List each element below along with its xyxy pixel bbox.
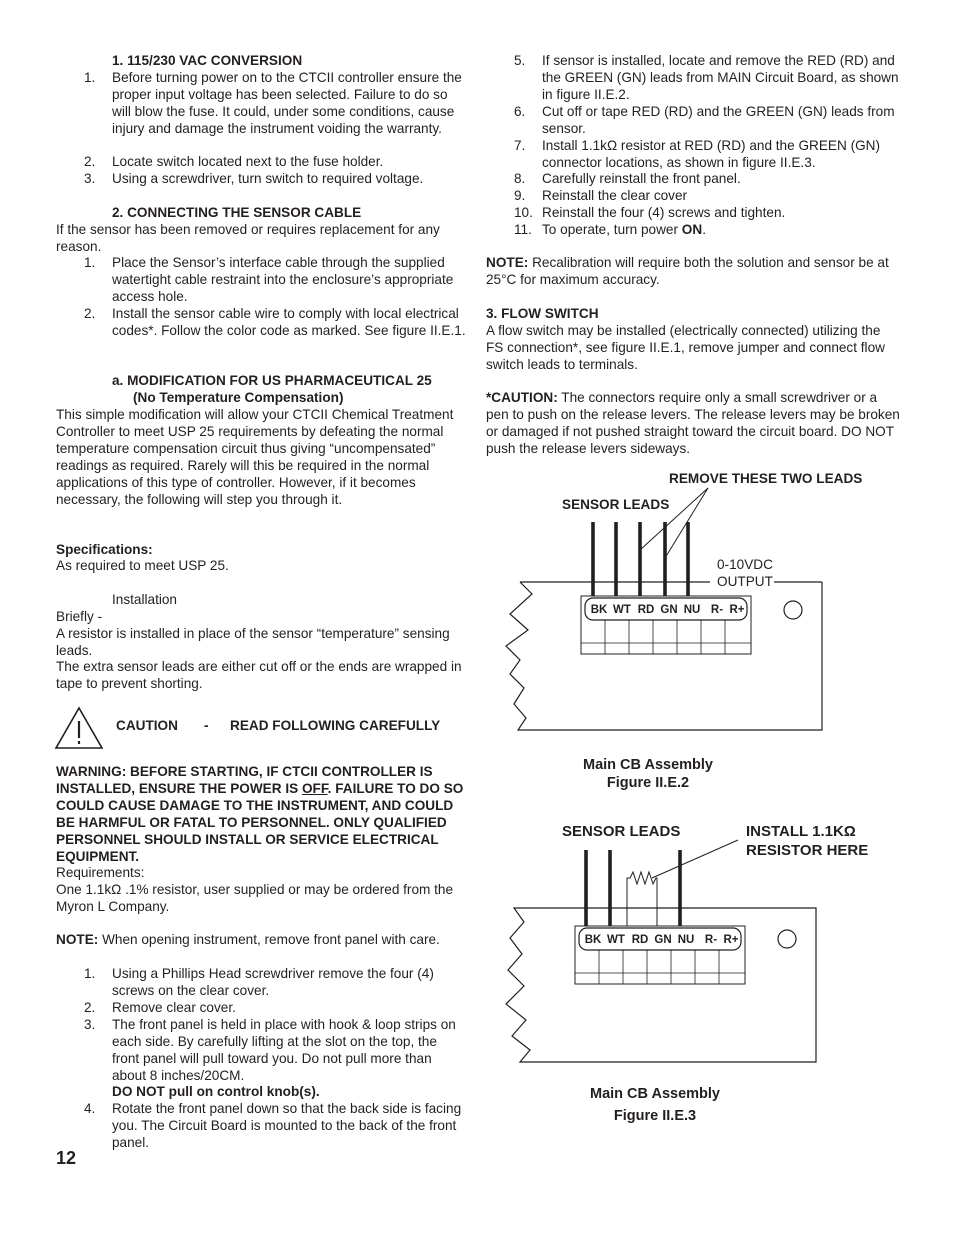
terminal-label: BK <box>590 604 608 616</box>
list-number: 8. <box>514 171 526 186</box>
section-a-paragraph: This simple modification will allow your CTCII Chemical Treatment Controller to meet USP 25 requirements by defeating the normal temperature compensation circuit thus giving “uncompensated” readings as required. Rarely will this be required in the normal applications of this type of controller. However, if it becomes necessary, the following will step you through it. <box>56 407 454 507</box>
warning-off: OFF <box>301 780 328 796</box>
terminal-label: WT <box>613 604 631 616</box>
install-resistor-label-1: INSTALL 1.1KΩ <box>746 823 856 840</box>
circuit-board-outline <box>506 908 816 1062</box>
section-2-title: 2. CONNECTING THE SENSOR CABLE <box>112 205 362 220</box>
figure-caption-title: Main CB Assembly <box>590 1086 720 1102</box>
list-text: Using a screwdriver, turn switch to required voltage. <box>112 171 424 186</box>
installation-label: Installation <box>112 592 177 607</box>
terminal-block <box>581 596 751 654</box>
flow-switch-title: 3. FLOW SWITCH <box>486 306 599 321</box>
figure-ii-e-3 <box>480 810 900 1130</box>
page-number: 12 <box>56 1148 77 1168</box>
specifications-text: As required to meet USP 25. <box>56 558 229 573</box>
terminal-label: GN <box>654 934 672 946</box>
list-text: Reinstall the four (4) screws and tighten. <box>542 205 786 220</box>
brief-text-1: A resistor is installed in place of the sensor “temperature” sensing leads. <box>56 626 450 658</box>
terminal-label: RD <box>631 934 649 946</box>
brief-text-2: The extra sensor leads are either cut off or the ends are wrapped in tape to prevent shorting. <box>56 659 462 691</box>
install-resistor-label-2: RESISTOR HERE <box>746 842 869 859</box>
terminal-label: R- <box>704 934 718 946</box>
section-2-intro: If the sensor has been removed or requires replacement for any reason. <box>56 222 440 254</box>
terminal-label: R+ <box>723 934 739 946</box>
list-text: Place the Sensor’s interface cable through the supplied watertight cable restraint into the enclosure’s appropriate access hole. <box>112 255 454 304</box>
list-text: Reinstall the clear cover <box>542 188 688 203</box>
requirements-text: One 1.1kΩ .1% resistor, user supplied or may be ordered from the Myron L Company. <box>56 882 454 914</box>
list-text: The front panel is held in place with hook & loop strips on each side. By carefully lifting at the slot on the top, the front panel will pull toward you. Do not pull more than about 8 inches/20CM. <box>112 1017 456 1083</box>
list-number: 5. <box>514 53 526 68</box>
list-number: 3. <box>84 171 96 186</box>
terminal-label: RD <box>637 604 655 616</box>
sensor-leads <box>586 850 680 926</box>
caution-label: CAUTION <box>116 718 178 733</box>
output-label-1: 0-10VDC <box>717 557 773 572</box>
caution-text: READ FOLLOWING CAREFULLY <box>230 718 441 733</box>
terminal-label: R+ <box>729 604 745 616</box>
list-number: 11. <box>514 222 532 237</box>
list-number: 1. <box>84 70 96 85</box>
list-number: 10. <box>514 205 533 220</box>
flow-switch-text: A flow switch may be installed (electrically connected) utilizing the FS connection*, see figure II.E.1, remove jumper and connect flow switch leads to terminals. <box>486 323 885 372</box>
terminal-label: NU <box>683 604 701 616</box>
list-text: Before turning power on to the CTCII controller ensure the proper input voltage has been selected. Failure to do so will blow the fuse. It could, under some conditions, cause injury and damage the instrument voiding the warranty. <box>112 70 462 136</box>
list-text: Locate switch located next to the fuse holder. <box>112 154 384 169</box>
terminal-label: WT <box>607 934 625 946</box>
mounting-hole-icon <box>784 601 802 619</box>
section-1-title: 1. 115/230 VAC CONVERSION <box>112 53 303 68</box>
list-text: Install 1.1kΩ resistor at RED (RD) and the GREEN (GN) connector locations, as shown in figure II.E.3. <box>542 138 881 170</box>
mounting-hole-icon <box>778 930 796 948</box>
list-text: Using a Phillips Head screwdriver remove the four (4) screws on the clear cover. <box>112 966 434 998</box>
list-number: 7. <box>514 138 526 153</box>
figure-caption-number: Figure II.E.3 <box>613 1108 697 1124</box>
list-number: 6. <box>514 104 526 119</box>
list-number: 3. <box>84 1017 96 1032</box>
sensor-leads <box>593 522 688 596</box>
briefly-label: Briefly - <box>56 609 103 624</box>
list-text: Remove clear cover. <box>112 1000 236 1015</box>
warning-triangle-icon <box>54 706 104 750</box>
sensor-leads-label: SENSOR LEADS <box>562 823 681 840</box>
note-paragraph: NOTE: When opening instrument, remove front panel with care. <box>56 932 440 947</box>
sensor-leads-label: SENSOR LEADS <box>562 497 670 512</box>
list-number: 4. <box>84 1101 96 1116</box>
list-text: Install the sensor cable wire to comply with local electrical codes*. Follow the color code as marked. See figure II.E.1. <box>112 306 466 338</box>
remove-leads-label: REMOVE THESE TWO LEADS <box>669 471 863 486</box>
list-number: 2. <box>84 306 96 321</box>
specifications-label: Specifications: <box>56 542 153 557</box>
step-3-warning: DO NOT pull on control knob(s). <box>112 1084 320 1099</box>
terminal-label: BK <box>584 934 602 946</box>
list-text: Rotate the front panel down so that the back side is facing you. The Circuit Board is mounted to the back of the front panel. <box>112 1101 462 1150</box>
list-text: Carefully reinstall the front panel. <box>542 171 741 186</box>
requirements-label: Requirements: <box>56 865 145 880</box>
list-number: 2. <box>84 1000 96 1015</box>
warning-paragraph: WARNING: BEFORE STARTING, IF CTCII CONTROLLER IS INSTALLED, ENSURE THE POWER IS OFF. FAILURE TO DO SO COULD CAUSE DAMAGE TO THE INSTRUMENT, AND COULD BE HARMFUL OR FATAL TO PERSONNEL. ONLY QUALIFIED PERSONNEL SHOULD INSTALL OR SERVICE ELECTRICAL EQUIPMENT. <box>56 764 464 864</box>
terminal-label: NU <box>677 934 695 946</box>
resistor-icon <box>627 872 657 926</box>
list-text: Cut off or tape RED (RD) and the GREEN (GN) leads from sensor. <box>542 104 895 136</box>
caution-dash: - <box>204 718 209 733</box>
pointer-line <box>652 840 738 878</box>
section-a-title: a. MODIFICATION FOR US PHARMACEUTICAL 25 <box>112 373 432 388</box>
list-number: 1. <box>84 966 96 981</box>
list-number: 1. <box>84 255 96 270</box>
section-a-subtitle: (No Temperature Compensation) <box>133 390 344 405</box>
terminal-block <box>575 926 745 984</box>
list-number: 9. <box>514 188 526 203</box>
connector-caution: *CAUTION: The connectors require only a small screwdriver or a pen to push on the release levers. The release levers may be broken or damaged if not pushed straight toward the circuit board. DO NOT push the release levers sideways. <box>486 390 900 456</box>
list-text: If sensor is installed, locate and remove the RED (RD) and the GREEN (GN) leads from MAIN Circuit Board, as shown in figure II.E.2. <box>542 53 899 102</box>
figure-caption-number: Figure II.E.2 <box>606 775 690 791</box>
terminal-label: GN <box>660 604 678 616</box>
figure-caption-title: Main CB Assembly <box>583 757 713 773</box>
list-number: 2. <box>84 154 96 169</box>
figure-ii-e-2 <box>480 460 900 800</box>
terminal-label: R- <box>710 604 724 616</box>
note-paragraph: NOTE: Recalibration will require both the solution and sensor be at 25°C for maximum accuracy. <box>486 255 889 287</box>
list-text: To operate, turn power ON. <box>542 222 706 237</box>
output-label-2: OUTPUT <box>717 574 773 589</box>
